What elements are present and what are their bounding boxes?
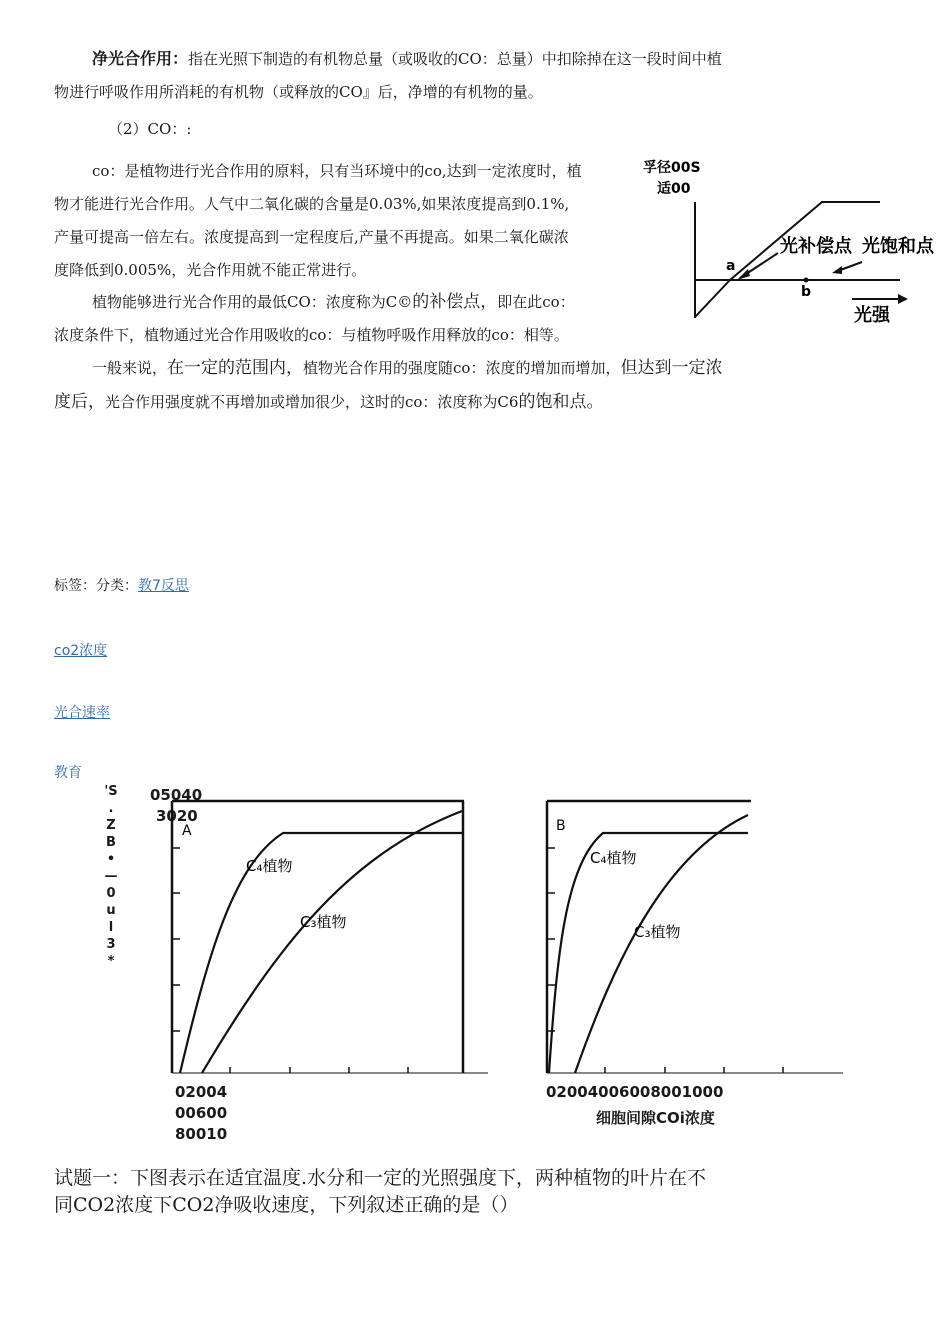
tags-line (54, 575, 189, 595)
panel-b-c4-curve (549, 833, 748, 1073)
compensation-point-term: 的补偿点， (412, 292, 498, 312)
co2-line-2: 物才能进行光合作用。人气中二氧化碳的含量是0.03%,如果浓度提高到0.1%, (54, 195, 570, 213)
yaxis-char: 0 (106, 886, 116, 901)
term-net-photosynthesis: 净光合作用： (92, 49, 189, 68)
panel-a-chart (168, 795, 493, 1080)
figure2-yaxis-label (102, 783, 120, 970)
label-saturation: 光饱和点 (862, 236, 934, 257)
definition-line-1: 指在光照下制造的有机物总量（或吸收的CO：总量）中扣除掉在这一段时间中植 (188, 50, 722, 68)
panel-b-label: B (556, 818, 566, 834)
panel-b-xticks: 02004006008001000 (546, 1083, 724, 1101)
comp-arrow-head (737, 269, 750, 280)
yaxis-char: l (108, 920, 114, 935)
panel-a-label: A (182, 823, 192, 839)
sat-line-2a: 度后， (54, 392, 105, 412)
sat-line-1a: 一般来说， (92, 359, 168, 377)
panel-b-xticks (605, 1067, 783, 1073)
saturation-point-term: 的饱和点。 (518, 392, 604, 412)
yaxis-char: * (107, 954, 115, 969)
panel-b-chart (543, 795, 848, 1080)
panel-a-c4-curve (180, 833, 463, 1073)
tags-prefix: 标签：分类： (54, 578, 138, 594)
figure1-point-b: b (801, 284, 812, 300)
sat-line-1c: 植物光合作用的强度随co：浓度的增加而增加， (303, 359, 621, 377)
compensation-line-1c: 即在此co： (497, 293, 575, 311)
tag-link-photosynthesis-rate[interactable]: 光合速率 (54, 705, 110, 721)
figure2-ytick-line2: 3020 (156, 807, 198, 825)
figure1-ylabel-line2: 适00 (657, 181, 691, 197)
co2-line-3: 产量可提高一倍左右。浓度提高到一定程度后,产量不再提高。如果二氧化碳浓 (54, 228, 569, 246)
light-curve-figure (640, 150, 945, 335)
figure1-point-b-dot (804, 278, 809, 283)
figure1-xlabel: 光强 (854, 305, 890, 326)
figure1-ylabel-line1: 孚径00S (643, 160, 701, 176)
tag-link-co2[interactable]: co2浓度 (54, 643, 108, 659)
panel-a-xticks-line1: 02004 (175, 1083, 228, 1101)
sat-line-2b: 光合作用强度就不再增加或增加很少，这时的co：浓度称为C6 (105, 393, 519, 411)
question-line-1: 试题一：下图表示在适宜温度.水分和一定的光照强度下，两种植物的叶片在不 (54, 1167, 707, 1189)
saturation-paragraph (54, 357, 824, 379)
yaxis-char: — (104, 869, 118, 884)
co2-line-4: 度降低到0.005%，光合作用就不能正常进行。 (54, 261, 367, 279)
sat-arrow-head (832, 266, 842, 274)
yaxis-char: 'S (104, 784, 118, 799)
label-compensation: 光补偿点 (780, 236, 852, 257)
definition-paragraph (54, 48, 824, 70)
compensation-line-2: 浓度条件下，植物通过光合作用吸收的co：与植物呼吸作用释放的co：相等。 (54, 326, 569, 344)
category-link[interactable]: 教7反思 (138, 578, 189, 594)
yaxis-char: 3 (106, 937, 116, 952)
panel-a-xticks-line2: 00600 (175, 1104, 228, 1122)
definition-line-2: 物进行呼吸作用所消耗的有机物（或释放的CO』后，净增的有机物的量。 (54, 83, 543, 101)
panel-a-xticks-line3: 80010 (175, 1125, 228, 1143)
co2-line-1: co：是植物进行光合作用的原料，只有当环境中的co,达到一定浓度时，植 (92, 162, 582, 180)
figure1-point-a: a (726, 258, 736, 274)
panel-a-c3-label: C₃植物 (300, 913, 347, 931)
yaxis-char: u (106, 903, 116, 918)
sat-line-1d: 但达到一定浓 (620, 358, 723, 378)
section-heading: （2）CO：: (108, 120, 192, 138)
yaxis-char: Z (106, 818, 116, 833)
panel-b-xlabel: 细胞间隙COi浓度 (596, 1109, 715, 1127)
yaxis-char: B (106, 835, 116, 850)
sat-line-1b: 在一定的范围内， (167, 358, 304, 378)
tag-link-education[interactable]: 教育 (54, 765, 82, 781)
panel-a-c3-curve (202, 811, 462, 1073)
yaxis-char: • (106, 852, 116, 867)
panel-a-c4-label: C₄植物 (246, 857, 293, 875)
yaxis-char: . (108, 801, 114, 816)
saturation-line-2 (54, 391, 824, 413)
figure2-ytick-line1: 05040 (150, 786, 203, 804)
panel-b-c3-label: C₃植物 (634, 923, 681, 941)
panel-a-xticks (230, 1067, 408, 1073)
xlabel-arrow-head (898, 294, 908, 304)
question-line-2: 同CO2浓度下CO2净吸收速度，下列叙述正确的是（） (54, 1194, 519, 1216)
compensation-line-1a: 植物能够进行光合作用的最低CO：浓度称为C© (92, 293, 413, 311)
panel-b-c4-label: C₄植物 (590, 849, 637, 867)
